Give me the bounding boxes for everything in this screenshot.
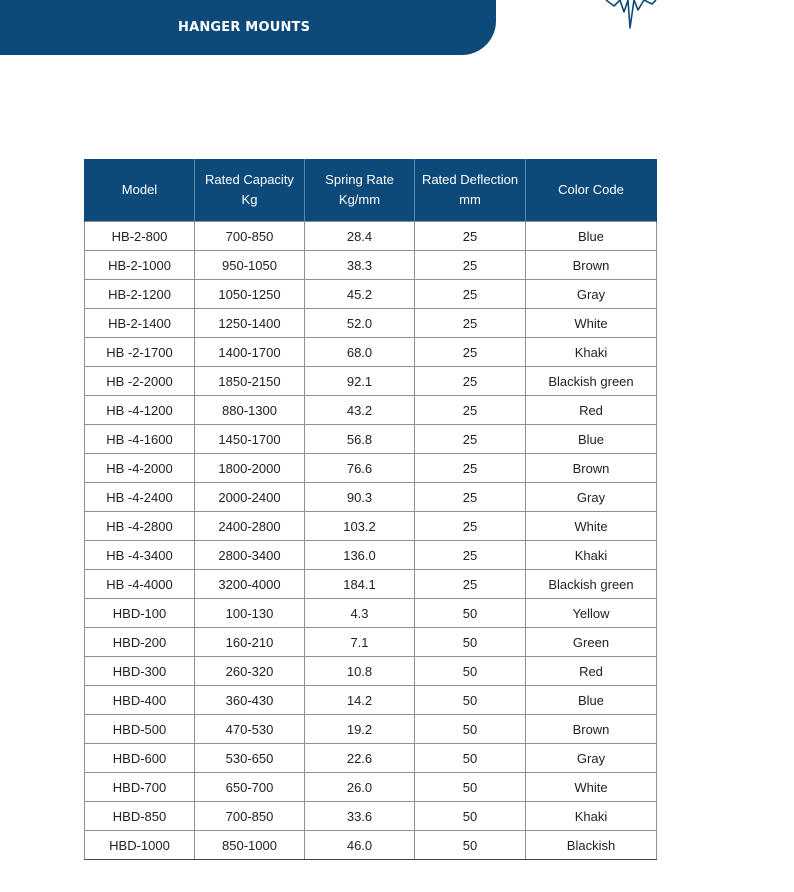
spring-rate-cell: 56.8 [305, 425, 415, 454]
deflection-cell: 25 [415, 367, 526, 396]
model-cell: HB -4-2000 [85, 454, 195, 483]
deflection-cell: 25 [415, 280, 526, 309]
model-cell: HB-2-1400 [85, 309, 195, 338]
capacity-cell: 950-1050 [195, 251, 305, 280]
deflection-cell: 25 [415, 396, 526, 425]
table-row [85, 367, 657, 396]
spring-rate-cell: 43.2 [305, 396, 415, 425]
color-code-cell: Brown [526, 251, 657, 280]
color-code-cell: Red [526, 657, 657, 686]
deflection-cell: 25 [415, 425, 526, 454]
spring-rate-cell: 136.0 [305, 541, 415, 570]
model-cell: HB -4-4000 [85, 570, 195, 599]
deflection-cell: 25 [415, 222, 526, 251]
capacity-cell: 530-650 [195, 744, 305, 773]
color-code-cell: White [526, 309, 657, 338]
model-cell: HB -2-1700 [85, 338, 195, 367]
table-row [85, 338, 657, 367]
spring-rate-cell: 46.0 [305, 831, 415, 860]
deflection-cell: 50 [415, 657, 526, 686]
table-row [85, 599, 657, 628]
deflection-cell: 25 [415, 251, 526, 280]
model-cell: HB -4-1200 [85, 396, 195, 425]
color-code-cell: Brown [526, 454, 657, 483]
model-cell: HBD-850 [85, 802, 195, 831]
model-cell: HB -2-2000 [85, 367, 195, 396]
deflection-cell: 25 [415, 483, 526, 512]
deflection-cell: 50 [415, 715, 526, 744]
deflection-cell: 50 [415, 599, 526, 628]
table-row [85, 222, 657, 251]
table-row [85, 628, 657, 657]
spring-rate-cell: 14.2 [305, 686, 415, 715]
capacity-cell: 3200-4000 [195, 570, 305, 599]
column-header-spring-rate [305, 159, 415, 222]
deflection-cell: 50 [415, 773, 526, 802]
color-code-cell: Blue [526, 222, 657, 251]
deflection-cell: 25 [415, 309, 526, 338]
table-row [85, 541, 657, 570]
color-code-cell: White [526, 773, 657, 802]
spring-rate-cell: 7.1 [305, 628, 415, 657]
spring-rate-cell: 68.0 [305, 338, 415, 367]
table-row [85, 802, 657, 831]
column-header-line: Rated Deflection [421, 172, 519, 187]
spring-rate-cell: 92.1 [305, 367, 415, 396]
spring-rate-cell: 19.2 [305, 715, 415, 744]
color-code-cell: Gray [526, 483, 657, 512]
column-header-line: Spring Rate [325, 172, 394, 187]
column-header-line: Rated Capacity [205, 172, 294, 187]
column-header-line: Model [121, 182, 158, 197]
color-code-cell: Brown [526, 715, 657, 744]
column-header-line: Color Code [558, 182, 624, 197]
table-row [85, 686, 657, 715]
color-code-cell: Gray [526, 280, 657, 309]
spring-rate-cell: 22.6 [305, 744, 415, 773]
capacity-cell: 2000-2400 [195, 483, 305, 512]
capacity-cell: 1400-1700 [195, 338, 305, 367]
model-cell: HBD-1000 [85, 831, 195, 860]
spring-rate-cell: 90.3 [305, 483, 415, 512]
color-code-cell: Khaki [526, 802, 657, 831]
color-code-cell: Blackish green [526, 367, 657, 396]
capacity-cell: 850-1000 [195, 831, 305, 860]
model-cell: HB -4-1600 [85, 425, 195, 454]
capacity-cell: 470-530 [195, 715, 305, 744]
spring-rate-cell: 76.6 [305, 454, 415, 483]
color-code-cell: White [526, 512, 657, 541]
model-cell: HBD-400 [85, 686, 195, 715]
deflection-cell: 25 [415, 338, 526, 367]
table-row [85, 715, 657, 744]
spring-rate-cell: 38.3 [305, 251, 415, 280]
table-header-row [85, 159, 657, 222]
table-row [85, 280, 657, 309]
color-code-cell: Gray [526, 744, 657, 773]
table-row [85, 251, 657, 280]
spring-rate-cell: 184.1 [305, 570, 415, 599]
capacity-cell: 650-700 [195, 773, 305, 802]
table-row [85, 309, 657, 338]
table-row [85, 483, 657, 512]
column-header-model [85, 159, 195, 222]
capacity-cell: 700-850 [195, 802, 305, 831]
deflection-cell: 50 [415, 628, 526, 657]
capacity-cell: 1250-1400 [195, 309, 305, 338]
table-row [85, 512, 657, 541]
column-header-rated-deflection [415, 159, 526, 222]
deflection-cell: 50 [415, 686, 526, 715]
column-header-unit: Kg [241, 192, 258, 207]
spring-rate-cell: 26.0 [305, 773, 415, 802]
table-row [85, 454, 657, 483]
table-row [85, 425, 657, 454]
deflection-cell: 25 [415, 512, 526, 541]
table-row [85, 570, 657, 599]
model-cell: HBD-500 [85, 715, 195, 744]
deflection-cell: 25 [415, 541, 526, 570]
color-code-cell: Yellow [526, 599, 657, 628]
header-banner [0, 0, 496, 55]
capacity-cell: 700-850 [195, 222, 305, 251]
deflection-cell: 25 [415, 570, 526, 599]
capacity-cell: 100-130 [195, 599, 305, 628]
model-cell: HB -4-2400 [85, 483, 195, 512]
color-code-cell: Green [526, 628, 657, 657]
column-header-color-code [526, 159, 657, 222]
color-code-cell: Blue [526, 425, 657, 454]
column-header-unit: mm [459, 192, 481, 207]
deflection-cell: 25 [415, 454, 526, 483]
color-code-cell: Blue [526, 686, 657, 715]
deflection-cell: 50 [415, 802, 526, 831]
model-cell: HBD-700 [85, 773, 195, 802]
model-cell: HBD-600 [85, 744, 195, 773]
model-cell: HBD-100 [85, 599, 195, 628]
model-cell: HBD-300 [85, 657, 195, 686]
model-cell: HB -4-3400 [85, 541, 195, 570]
color-code-cell: Khaki [526, 338, 657, 367]
spring-rate-cell: 33.6 [305, 802, 415, 831]
capacity-cell: 2800-3400 [195, 541, 305, 570]
column-header-unit: Kg/mm [338, 192, 381, 207]
spec-table [84, 159, 657, 860]
color-code-cell: Blackish green [526, 570, 657, 599]
capacity-cell: 360-430 [195, 686, 305, 715]
model-cell: HB-2-1000 [85, 251, 195, 280]
capacity-cell: 160-210 [195, 628, 305, 657]
capacity-cell: 1450-1700 [195, 425, 305, 454]
model-cell: HB-2-1200 [85, 280, 195, 309]
color-code-cell: Khaki [526, 541, 657, 570]
capacity-cell: 260-320 [195, 657, 305, 686]
model-cell: HB -4-2800 [85, 512, 195, 541]
table-row [85, 831, 657, 860]
wave-logo-icon [600, 0, 660, 32]
capacity-cell: 880-1300 [195, 396, 305, 425]
color-code-cell: Red [526, 396, 657, 425]
spring-rate-cell: 28.4 [305, 222, 415, 251]
spring-rate-cell: 4.3 [305, 599, 415, 628]
table-row [85, 773, 657, 802]
color-code-cell: Blackish [526, 831, 657, 860]
table-row [85, 744, 657, 773]
capacity-cell: 2400-2800 [195, 512, 305, 541]
model-cell: HBD-200 [85, 628, 195, 657]
deflection-cell: 50 [415, 744, 526, 773]
model-cell: HB-2-800 [85, 222, 195, 251]
capacity-cell: 1850-2150 [195, 367, 305, 396]
table-body [85, 222, 657, 860]
spring-rate-cell: 10.8 [305, 657, 415, 686]
spring-rate-cell: 45.2 [305, 280, 415, 309]
column-header-rated-capacity [195, 159, 305, 222]
table-row [85, 396, 657, 425]
spring-rate-cell: 103.2 [305, 512, 415, 541]
capacity-cell: 1050-1250 [195, 280, 305, 309]
spring-rate-cell: 52.0 [305, 309, 415, 338]
page-title: HANGER MOUNTS [178, 20, 311, 35]
capacity-cell: 1800-2000 [195, 454, 305, 483]
table-row [85, 657, 657, 686]
deflection-cell: 50 [415, 831, 526, 860]
